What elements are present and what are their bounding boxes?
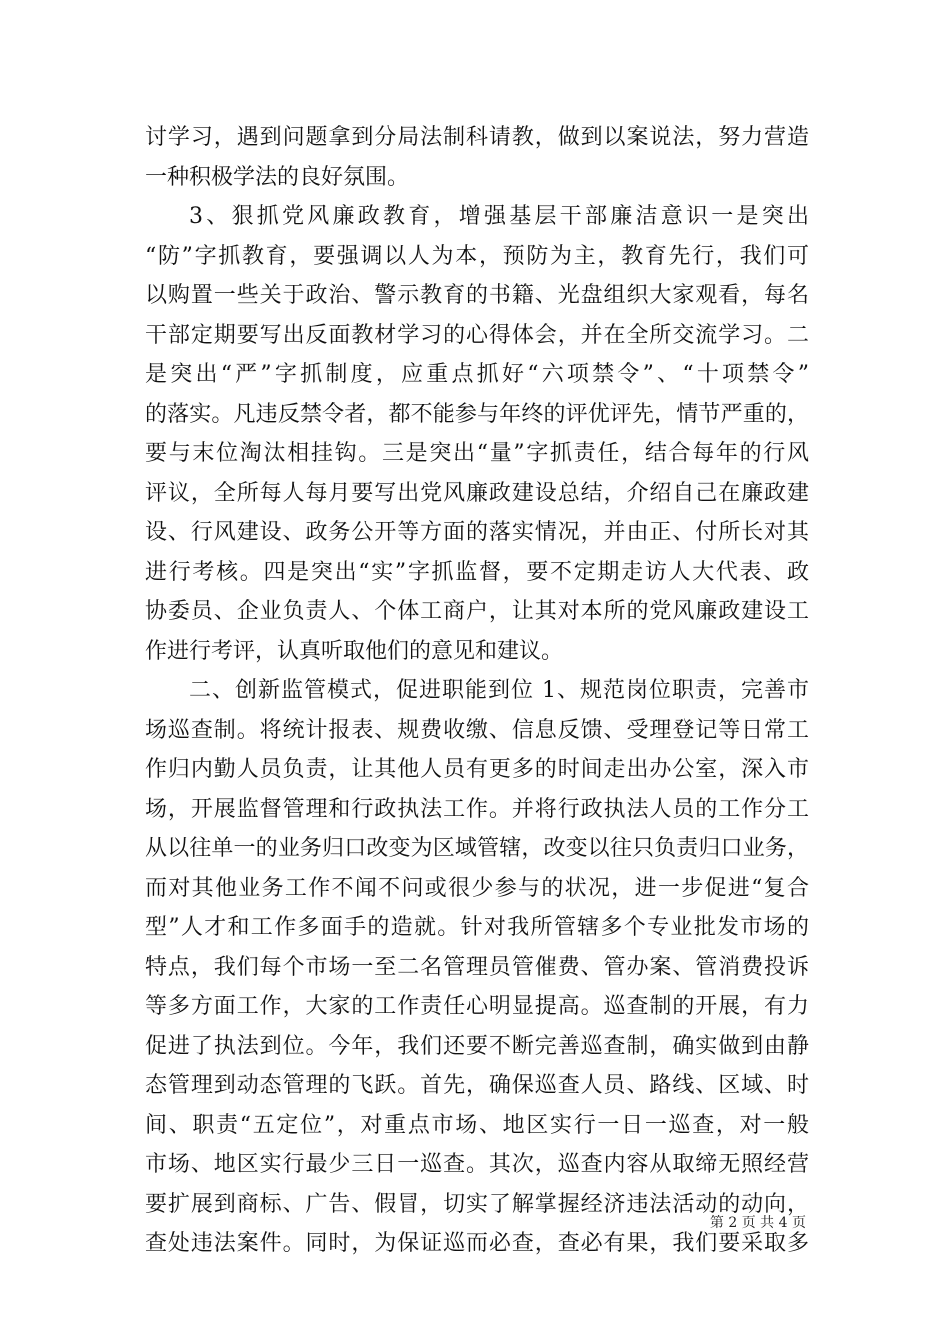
text-line: 作进行考评，认真听取他们的意见和建议。 (145, 638, 564, 664)
text-line: 从以往单一的业务归口改变为区域管辖，改变以往只负责归口业务， (145, 836, 809, 861)
text-line: 要与末位淘汰相挂钩。三是突出“量”字抓责任，结合每年的行风 (145, 441, 809, 466)
text-line: 场巡查制。将统计报表、规费收缴、信息反馈、受理登记等日常工 (145, 717, 809, 743)
text-line: 协委员、企业负责人、个体工商户，让其对本所的党风廉政建设工 (145, 599, 809, 624)
text-line: 评议，全所每人每月要写出党风廉政建设总结，介绍自己在廉政建 (145, 480, 809, 506)
text-line: 查处违法案件。同时，为保证巡而必查，查必有果，我们要采取多 (145, 1231, 809, 1256)
text-line: 特点，我们每个市场一至二名管理员管催费、管办案、管消费投诉 (145, 954, 809, 980)
text-line: 态管理到动态管理的飞跃。首先，确保巡查人员、路线、区域、时 (145, 1073, 809, 1098)
text-line: 间、职责“五定位”，对重点市场、地区实行一日一巡查，对一般 (145, 1112, 809, 1138)
text-line: 的落实。凡违反禁令者，都不能参与年终的评优评先，情节严重的， (145, 401, 809, 427)
text-line: 作归内勤人员负责，让其他人员有更多的时间走出办公室，深入市 (145, 757, 809, 782)
text-line: “防”字抓教育，要强调以人为本，预防为主，教育先行，我们可 (145, 243, 809, 269)
text-line: 型”人才和工作多面手的造就。针对我所管辖多个专业批发市场的 (145, 915, 809, 940)
text-line: 而对其他业务工作不闻不问或很少参与的状况，进一步促进“复合 (145, 875, 809, 901)
text-line: 等多方面工作，大家的工作责任心明显提高。巡查制的开展，有力 (145, 994, 809, 1019)
text-line: 场，开展监督管理和行政执法工作。并将行政执法人员的工作分工 (145, 796, 809, 822)
body-text (145, 118, 809, 1264)
text-line: 要扩展到商标、广告、假冒，切实了解掌握经济违法活动的动向， (145, 1191, 809, 1217)
text-line: 设、行风建设、政务公开等方面的落实情况，并由正、付所长对其 (145, 520, 809, 545)
text-line: 3、狠抓党风廉政教育，增强基层干部廉洁意识一是突出 (189, 204, 809, 229)
text-line: 是突出“严”字抓制度，应重点抓好“六项禁令”、“十项禁令” (145, 362, 809, 387)
text-line: 市场、地区实行最少三日一巡查。其次，巡查内容从取缔无照经营 (145, 1152, 809, 1177)
page-number: 第 2 页 共 4 页 (709, 1215, 806, 1231)
text-line: 以购置一些关于政治、警示教育的书籍、光盘组织大家观看，每名 (145, 283, 809, 308)
text-line: 一种积极学法的良好氛围。 (145, 164, 410, 190)
text-line: 二、创新监管模式，促进职能到位 1、规范岗位职责，完善市 (189, 678, 809, 703)
text-line: 促进了执法到位。今年，我们还要不断完善巡查制，确实做到由静 (145, 1033, 809, 1059)
text-line: 讨学习，遇到问题拿到分局法制科请教，做到以案说法，努力营造 (145, 125, 809, 150)
text-line: 进行考核。四是突出“实”字抓监督，要不定期走访人大代表、政 (145, 559, 809, 585)
text-line: 干部定期要写出反面教材学习的心得体会，并在全所交流学习。二 (145, 322, 809, 348)
